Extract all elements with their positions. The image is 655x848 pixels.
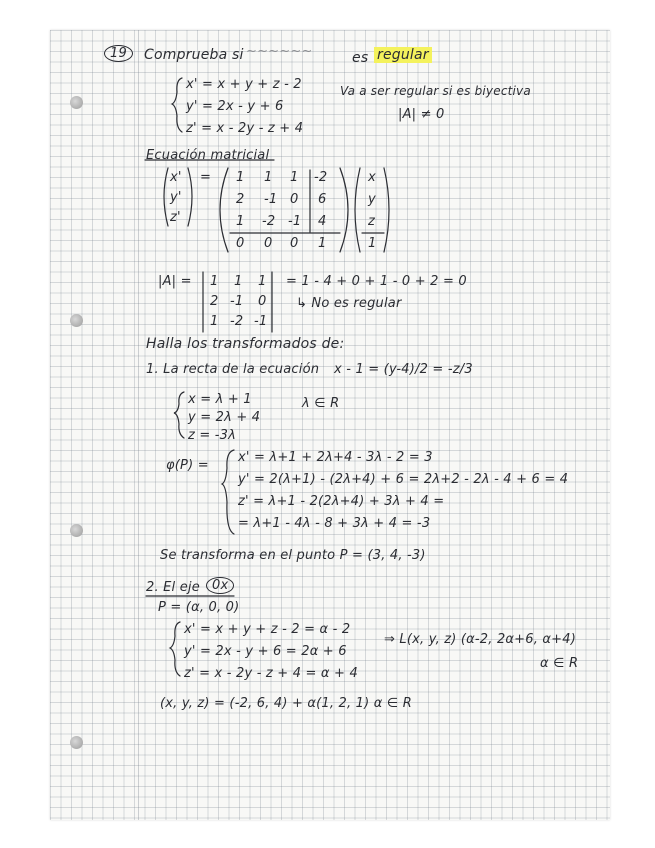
margin-line	[138, 30, 139, 820]
matrix-cell: 2	[236, 192, 245, 207]
phi-line4: = λ+1 - 4λ - 8 + 3λ + 4 = -3	[238, 516, 431, 531]
matrix-cell: 6	[318, 192, 327, 207]
equals-sign: =	[200, 170, 212, 185]
rhs-entry: 1	[368, 236, 377, 251]
matrix-cell: 1	[318, 236, 327, 251]
punch-hole	[70, 524, 83, 537]
matrix-cell: 0	[290, 236, 299, 251]
phi-label: φ(P) =	[166, 458, 209, 473]
part2-title: Halla los transformados de:	[146, 336, 345, 352]
det-cell: 1	[210, 274, 219, 289]
item1-text: 1. La recta de la ecuación	[146, 362, 320, 377]
det-cell: -1	[230, 294, 244, 309]
matrix-cell: 0	[290, 192, 299, 207]
result1: Se transforma en el punto P = (3, 4, -3)	[160, 548, 426, 563]
system1-eq1: x' = x + y + z - 2	[186, 77, 302, 92]
det-cell: 0	[258, 294, 267, 309]
system1-eq3: z' = x - 2y - z + 4	[186, 121, 304, 136]
rhs-entry: y	[368, 192, 376, 207]
system1-eq2: y' = 2x - y + 6	[186, 99, 284, 114]
matrix-cell: 1	[236, 214, 245, 229]
param-x: x = λ + 1	[188, 392, 252, 407]
lhs-entry: z'	[170, 210, 181, 225]
matrix-cell: 1	[264, 170, 273, 185]
image-line-domain: α ∈ R	[540, 656, 579, 671]
line-equation: x - 1 = (y-4)/2 = -z/3	[334, 362, 473, 377]
image-line: ⇒ L(x, y, z) (α-2, 2α+6, α+4)	[384, 632, 577, 647]
note-line2: |A| ≠ 0	[398, 107, 445, 122]
matrix-cell: 1	[290, 170, 299, 185]
det-cell: -2	[230, 314, 244, 329]
sys2-line1: x' = x + y + z - 2 = α - 2	[184, 622, 351, 637]
title-es: es	[352, 50, 369, 66]
lhs-entry: x'	[170, 170, 182, 185]
title-regular: regular	[374, 47, 432, 63]
matrix-cell: 4	[318, 214, 327, 229]
matrix-section-title: Ecuación matricial	[146, 148, 270, 163]
exercise-title: Comprueba si	[144, 47, 244, 63]
axis-point: P = (α, 0, 0)	[158, 600, 240, 615]
determinant-label: |A| =	[158, 274, 192, 289]
matrix-cell: 0	[264, 236, 273, 251]
note-line1: Va a ser regular si es biyectiva	[340, 84, 531, 98]
final-line-equation: (x, y, z) = (-2, 6, 4) + α(1, 2, 1) α ∈ R	[160, 696, 412, 711]
matrix-cell: -1	[264, 192, 278, 207]
param-z: z = -3λ	[188, 428, 237, 443]
phi-line3: z' = λ+1 - 2(2λ+4) + 3λ + 4 =	[238, 494, 445, 509]
sys2-line2: y' = 2x - y + 6 = 2α + 6	[184, 644, 347, 659]
matrix-cell: 0	[236, 236, 245, 251]
rhs-entry: x	[368, 170, 376, 185]
matrix-cell: -2	[314, 170, 328, 185]
matrix-cell: -1	[288, 214, 302, 229]
punch-hole	[70, 96, 83, 109]
determinant-expression: = 1 - 4 + 0 + 1 - 0 + 2 = 0	[286, 274, 467, 289]
phi-line1: x' = λ+1 + 2λ+4 - 3λ - 2 = 3	[238, 450, 433, 465]
param-domain: λ ∈ R	[302, 396, 340, 411]
lhs-entry: y'	[170, 190, 182, 205]
sys2-line3: z' = x - 2y - z + 4 = α + 4	[184, 666, 358, 681]
param-y: y = 2λ + 4	[188, 410, 261, 425]
det-cell: 1	[234, 274, 243, 289]
phi-line2: y' = 2(λ+1) - (2λ+4) + 6 = 2λ+2 - 2λ - 4 + 6 = 4	[238, 472, 569, 487]
det-cell: -1	[254, 314, 268, 329]
exercise-number: 19	[104, 45, 133, 62]
matrix-cell: 1	[236, 170, 245, 185]
title-blank: ~~~~~~	[246, 44, 313, 59]
punch-hole	[70, 314, 83, 327]
det-cell: 2	[210, 294, 219, 309]
axis-label: 0x	[206, 577, 234, 594]
matrix-cell: -2	[262, 214, 276, 229]
determinant-conclusion: ↳ No es regular	[296, 296, 402, 311]
rhs-entry: z	[368, 214, 376, 229]
det-cell: 1	[258, 274, 267, 289]
det-cell: 1	[210, 314, 219, 329]
punch-hole	[70, 736, 83, 749]
item2-text: 2. El eje	[146, 580, 200, 595]
